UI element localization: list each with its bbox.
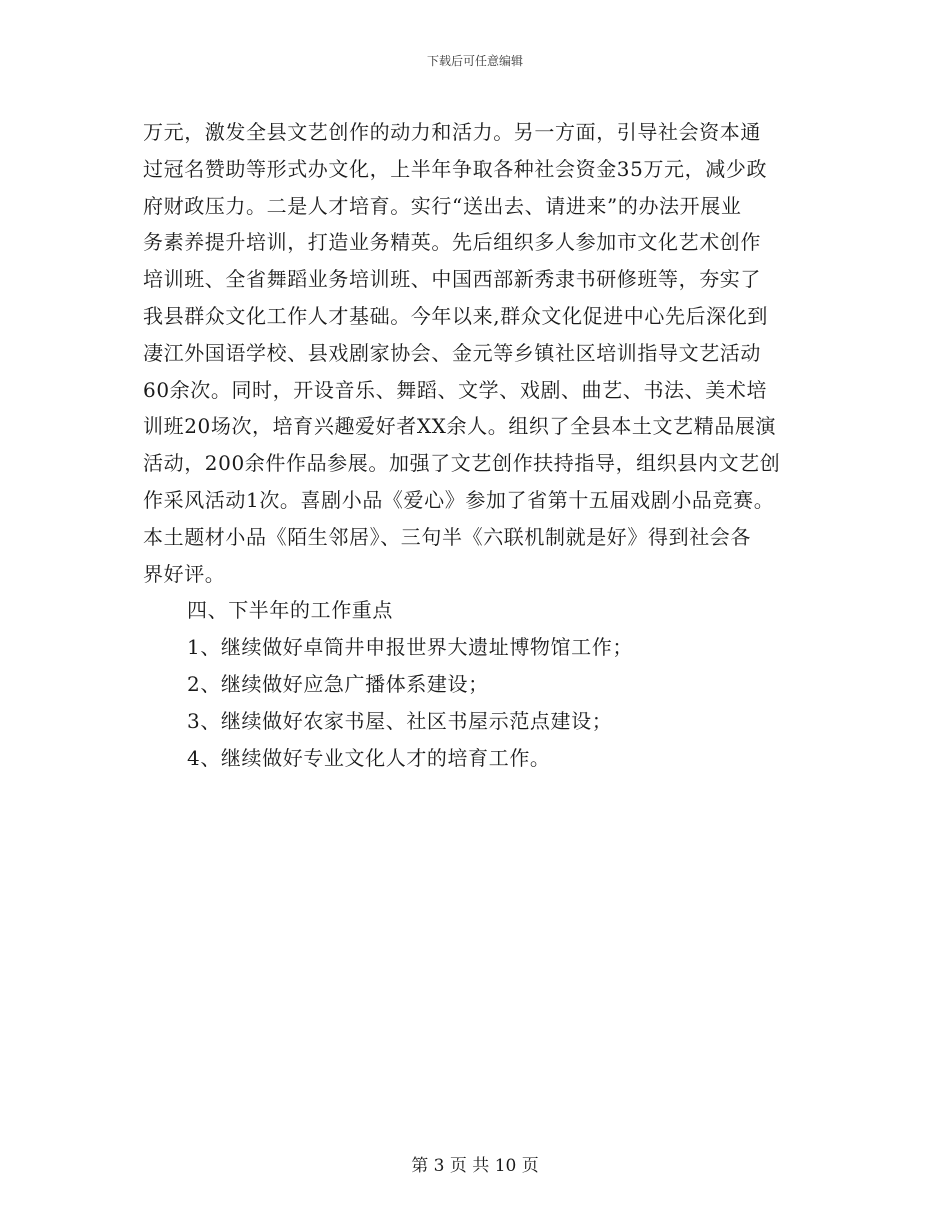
paragraph-line: 培训班、全省舞蹈业务培训班、中国西部新秀隶书研修班等，夯实了	[143, 267, 761, 292]
paragraph-line: 过冠名赞助等形式办文化，上半年争取各种社会资金35万元，减少政	[143, 156, 768, 181]
paragraph-line: 60余次。同时，开设音乐、舞蹈、文学、戏剧、曲艺、书法、美术培	[143, 377, 768, 402]
list-item: 2、继续做好应急广播体系建设；	[187, 671, 489, 696]
paragraph-line: 训班20场次，培育兴趣爱好者XX余人。组织了全县本土文艺精品展演	[143, 414, 777, 439]
section-heading: 四、下半年的工作重点	[187, 598, 393, 623]
paragraph-line: 作采风活动1次。喜剧小品《爱心》参加了省第十五届戏剧小品竞赛。	[143, 487, 775, 512]
paragraph-line: 凄江外国语学校、县戏剧家协会、金元等乡镇社区培训指导文艺活动	[143, 340, 761, 365]
paragraph-line: 我县群众文化工作人才基础。今年以来,群众文化促进中心先后深化到	[143, 303, 768, 328]
list-item: 3、继续做好农家书屋、社区书屋示范点建设；	[187, 708, 613, 733]
document-body	[143, 114, 810, 776]
paragraph-line: 活动，200余件作品参展。加强了文艺创作扶持指导，组织县内文艺创	[143, 451, 781, 476]
paragraph-line: 本土题材小品《陌生邻居》、三句半《六联机制就是好》得到社会各	[143, 524, 751, 549]
page-number-footer: 第 3 页 共 10 页	[411, 1156, 539, 1176]
paragraph-line: 府财政压力。二是人才培育。实行“送出去、请进来”的办法开展业	[143, 193, 742, 218]
paragraph-line: 务素养提升培训，打造业务精英。先后组织多人参加市文化艺术创作	[143, 230, 761, 255]
page-header: 下载后可任意编辑	[426, 54, 523, 68]
list-item: 4、继续做好专业文化人才的培育工作。	[187, 745, 551, 770]
paragraph-line: 万元，激发全县文艺创作的动力和活力。另一方面，引导社会资本通	[143, 120, 761, 144]
paragraph-line: 界好评。	[143, 561, 226, 586]
list-item: 1、继续做好卓筒井申报世界大遗址博物馆工作；	[187, 635, 633, 660]
